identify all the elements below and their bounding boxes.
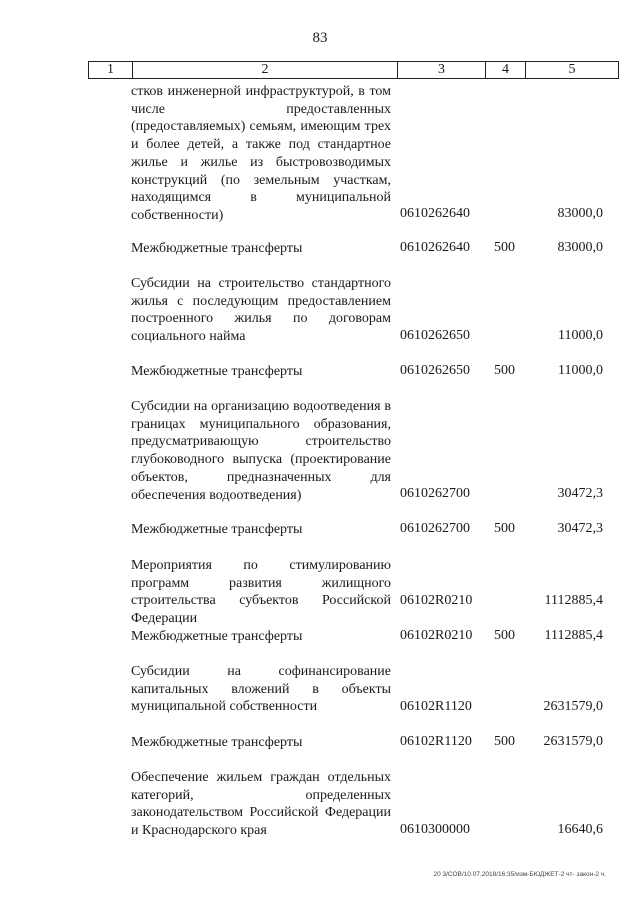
entry-name: Субсидии на софинансирование капитальных вложений в объекты муниципальной собственности (131, 664, 391, 715)
entry-amount: 30472,3 (557, 486, 603, 501)
header-col-2: 2 (133, 62, 398, 78)
entry-type: 500 (494, 628, 515, 643)
entry-code: 06102R1120 (400, 734, 472, 749)
entry-name: стков инженерной инфраструктурой, в том числе предоставленных (предоставляемых) семьям, имеющим трех и более детей, а также под стандартное жилье и жилье из быстровозводимых конструкций (по земельным участкам, находящимся в муниципальной собственности) (131, 84, 391, 223)
entry-code: 0610262640 (400, 240, 470, 255)
entry-amount: 2631579,0 (543, 734, 603, 749)
entry-amount: 2631579,0 (543, 699, 603, 714)
entry-code: 06102R0210 (400, 593, 473, 608)
footer-stamp: 20 3/СОВ/10.07.2018/16:35/изм-БЮДЖЕТ-2 чт- закон-2 ч. (433, 871, 606, 878)
entry-code: 0610262700 (400, 486, 470, 501)
entry-code: 0610262650 (400, 328, 470, 343)
entry-code: 0610262640 (400, 206, 470, 221)
entry-code: 0610300000 (400, 822, 470, 837)
entry-amount: 1112885,4 (544, 628, 603, 643)
entry-amount: 83000,0 (557, 240, 603, 255)
entry-name: Межбюджетные трансферты (131, 364, 303, 379)
header-col-1: 1 (89, 62, 133, 78)
entry-name: Межбюджетные трансферты (131, 735, 303, 750)
entry-type: 500 (494, 240, 515, 255)
entry-name: Межбюджетные трансферты (131, 629, 303, 644)
entry-type: 500 (494, 521, 515, 536)
entry-code: 06102R0210 (400, 628, 473, 643)
entry-name: Субсидии на организацию водоотведения в границах муниципального образования, предусматривающую строительство глубоководного выпуска (проектирование объектов, предназначенных для обеспечения водоотведения) (131, 399, 391, 503)
header-col-4: 4 (486, 62, 526, 78)
header-col-3: 3 (398, 62, 486, 78)
entry-code: 06102R1120 (400, 699, 472, 714)
entry-type: 500 (494, 363, 515, 378)
header-col-5: 5 (568, 62, 576, 77)
entry-code: 0610262700 (400, 521, 470, 536)
entry-amount: 11000,0 (558, 363, 603, 378)
entry-amount: 11000,0 (558, 328, 603, 343)
entry-name: Межбюджетные трансферты (131, 241, 303, 256)
entry-amount: 1112885,4 (544, 593, 603, 608)
entry-name: Субсидии на строительство стандартного жилья с последующим предоставлением построенного жилья по договорам социального найма (131, 276, 391, 345)
page-number: 83 (312, 30, 328, 46)
entry-name: Обеспечение жильем граждан отдельных категорий, определенных законодательством Российской Федерации и Краснодарского края (131, 770, 391, 839)
entry-amount: 83000,0 (557, 206, 603, 221)
entry-amount: 30472,3 (557, 521, 603, 536)
entry-name: Межбюджетные трансферты (131, 522, 303, 537)
entry-type: 500 (494, 734, 515, 749)
table-header (88, 61, 619, 79)
entry-amount: 16640,6 (557, 822, 603, 837)
entry-code: 0610262650 (400, 363, 470, 378)
entry-name: Мероприятия по стимулированию программ развития жилищного строительства субъектов Российской Федерации (131, 558, 391, 627)
